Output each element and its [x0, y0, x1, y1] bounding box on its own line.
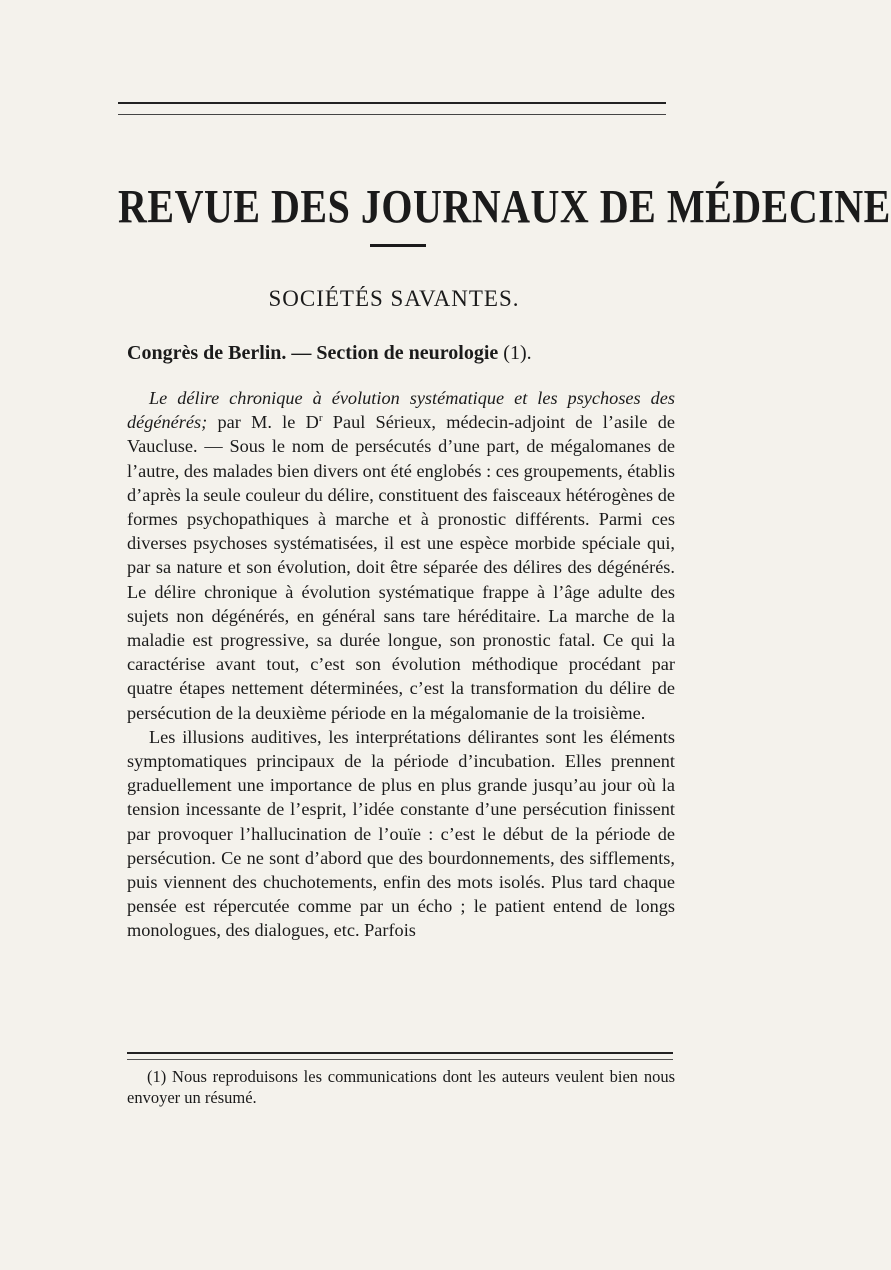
- page-title: REVUE DES JOURNAUX DE MÉDECINE: [118, 179, 891, 234]
- congress-heading: [127, 342, 677, 365]
- footnote-text: (1) Nous reproduisons les communications dont les auteurs veulent bien nous envoyer un résumé.: [127, 1067, 675, 1107]
- section-title: SOCIÉTÉS SAVANTES.: [268, 286, 520, 311]
- congress-title: Congrès de Berlin. — Section de neurologie: [127, 342, 499, 364]
- paragraph-1: [127, 386, 675, 725]
- author-prefix: par M. le D: [207, 412, 319, 433]
- top-rule-thin: [118, 114, 666, 115]
- title-divider: [370, 244, 426, 247]
- footnote: [127, 1066, 675, 1108]
- author-superscript: r: [318, 412, 323, 425]
- top-rule: [118, 102, 666, 104]
- paragraph-2: Les illusions auditives, les interprétations délirantes sont les éléments symptomatiques principaux de la période d’incubation. Elles prennent graduellement une importance de plus en plus grande jusqu’au jour où la tension incessante de l’esprit, l’idée constante d’une persécution finissent par provoquer l’hallucination de l’ouïe : c’est le début de la période de persécution. Ce ne sont d’abord que des bourdonnements, des sifflements, puis viennent des chuchotements, enfin des mots isolés. Plus tard chaque pensée est répercutée comme par un écho ; le patient entend de longs monologues, des dialogues, etc. Parfois: [127, 726, 675, 941]
- paragraph-1-text: Paul Sérieux, médecin-adjoint de l’asile de Vaucluse. — Sous le nom de persécutés d’une part, de mégalomanes de l’autre, des malades bien divers ont été englobés : ces groupements, établis d’après la seule couleur du délire, constituent des faisceaux hétérogènes de formes psychopathiques à marche et à pronostic différents. Parmi ces diverses psychoses systématisées, il est une espèce morbide spéciale qui, par sa nature et son évolution, doit être séparée des délires des dégénérés. Le délire chronique à évolution systématique frappe à l’âge adulte des sujets non dégénérés, en général sans tare héréditaire. La marche de la maladie est progressive, sa durée longue, son pronostic fatal. Ce qui la caractérise avant tout, c’est son évolution méthodique procédant par quatre étapes nettement déterminées, c’est la transformation du délire de persécution de la deuxième période en la mégalomanie de la troisième.: [127, 412, 675, 723]
- article-body: [127, 386, 675, 943]
- footnote-rule: [127, 1052, 673, 1054]
- footnote-rule-thin: [127, 1059, 673, 1060]
- article-title: Le délire chronique à évolution systématique et les psychoses des dégénérés;: [127, 388, 675, 433]
- footnote-reference: (1).: [503, 342, 532, 364]
